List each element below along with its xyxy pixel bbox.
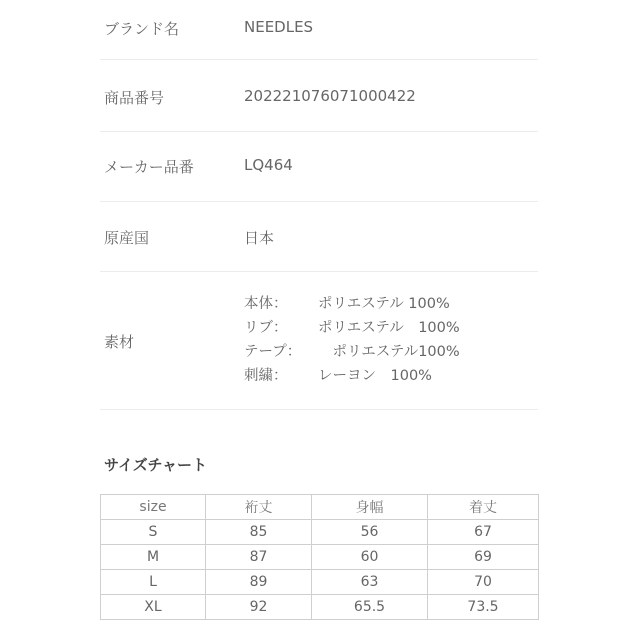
table-row [101, 545, 539, 570]
cell-length: 67 [428, 520, 539, 545]
table-row [101, 520, 539, 545]
origin-label: 原産国 [104, 229, 150, 247]
cell-sleeve-length: 87 [206, 545, 312, 570]
cell-size: S [101, 520, 206, 545]
header-size: size [101, 495, 206, 520]
maker-number-value: LQ464 [244, 156, 293, 174]
info-row-material [100, 272, 538, 410]
material-part: テープ： [244, 344, 302, 360]
size-chart-title: サイズチャート [104, 456, 208, 474]
cell-width: 63 [312, 570, 428, 595]
header-sleeve-length: 裄丈 [206, 495, 312, 520]
brand-label: ブランド名 [104, 20, 180, 38]
material-value: ポリエステル100% [318, 344, 460, 360]
cell-length: 73.5 [428, 595, 539, 620]
info-row-origin [100, 202, 538, 272]
product-number-label: 商品番号 [104, 89, 165, 107]
info-row-brand [100, 0, 538, 60]
origin-value: 日本 [244, 229, 275, 247]
material-part: 刺繍： [244, 368, 288, 384]
cell-size: L [101, 570, 206, 595]
size-chart-table [100, 494, 539, 620]
material-value: ポリエステル 100% [318, 296, 450, 312]
table-row [101, 595, 539, 620]
info-row-product-number [100, 60, 538, 132]
material-value: ポリエステル 100% [318, 320, 460, 336]
material-part: 本体： [244, 296, 288, 312]
product-number-value: 202221076071000422 [244, 87, 416, 105]
table-row [101, 570, 539, 595]
cell-width: 60 [312, 545, 428, 570]
info-row-maker-number [100, 132, 538, 202]
material-line-embroidery [244, 364, 460, 388]
brand-value: NEEDLES [244, 18, 314, 36]
material-label: 素材 [104, 333, 135, 351]
cell-sleeve-length: 85 [206, 520, 312, 545]
material-line-body [244, 292, 460, 316]
material-line-tape [244, 340, 460, 364]
header-width: 身幅 [312, 495, 428, 520]
cell-length: 70 [428, 570, 539, 595]
cell-size: M [101, 545, 206, 570]
header-length: 着丈 [428, 495, 539, 520]
cell-sleeve-length: 89 [206, 570, 312, 595]
cell-size: XL [101, 595, 206, 620]
material-value: レーヨン 100% [318, 368, 432, 384]
material-line-rib [244, 316, 460, 340]
table-header-row [101, 495, 539, 520]
cell-width: 65.5 [312, 595, 428, 620]
cell-width: 56 [312, 520, 428, 545]
cell-length: 69 [428, 545, 539, 570]
material-part: リブ： [244, 320, 288, 336]
maker-number-label: メーカー品番 [104, 158, 194, 176]
cell-sleeve-length: 92 [206, 595, 312, 620]
material-list [244, 292, 460, 388]
